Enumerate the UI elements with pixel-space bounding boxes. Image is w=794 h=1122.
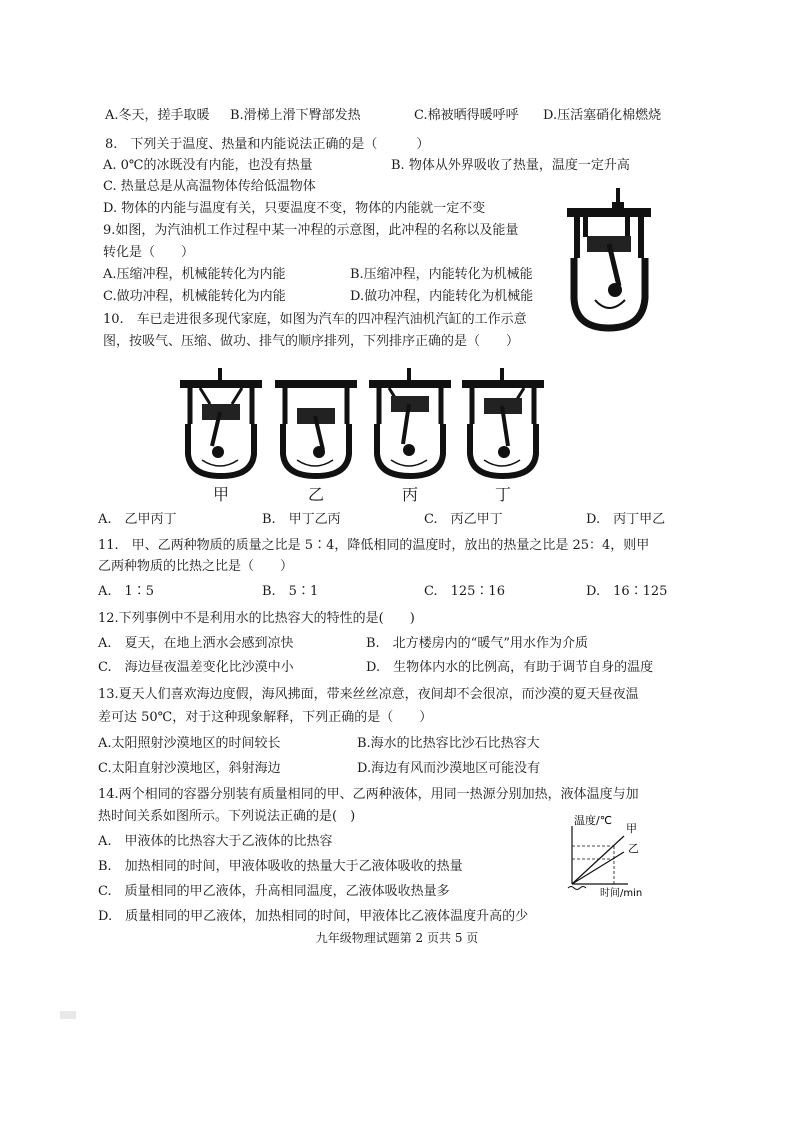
graph-x-label: 时间/min <box>600 888 643 898</box>
page-footer: 九年级物理试题第 2 页共 5 页 <box>315 931 479 945</box>
caption-jia: 甲 <box>212 485 229 504</box>
q12-option-c: C. 海边昼夜温差变化比沙漠中小 <box>98 660 294 675</box>
q14-option-b: B. 加热相同的时间，甲液体吸收的热量大于乙液体吸收的热量 <box>98 859 463 874</box>
q9-option-b: B.压缩冲程，内能转化为机械能 <box>350 267 533 282</box>
q9-option-d: D.做功冲程，内能转化为机械能 <box>350 289 534 304</box>
engine-diagram-bing <box>369 368 451 480</box>
engine-diagram-jia <box>180 368 262 480</box>
q10-option-c: C. 丙乙甲丁 <box>424 512 503 527</box>
q8-option-d: D. 物体的内能与温度有关，只要温度不变，物体的内能就一定不变 <box>103 201 486 216</box>
temperature-time-graph <box>560 812 660 898</box>
q11-stem-line2: 乙两种物质的比热之比是（ ） <box>98 559 294 574</box>
q13-option-a: A.太阳照射沙漠地区的时间较长 <box>98 736 281 751</box>
q11-option-d: D. 16∶125 <box>586 584 668 599</box>
q9-stem-line2: 转化是（ ） <box>103 245 195 260</box>
q14-option-a: A. 甲液体的比热容大于乙液体的比热容 <box>98 834 333 849</box>
q14-option-c: C. 质量相同的甲乙液体，升高相同温度，乙液体吸收热量多 <box>98 884 450 899</box>
q14-option-d: D. 质量相同的甲乙液体，加热相同的时间，甲液体比乙液体温度升高的少 <box>98 909 529 924</box>
q9-option-a: A.压缩冲程，机械能转化为内能 <box>103 267 286 282</box>
q14-stem-line2: 热时间关系如图所示。下列说法正确的是( ) <box>98 809 356 824</box>
q10-stem-line2: 图，按吸气、压缩、做功、排气的顺序排列，下列排序正确的是（ ） <box>103 334 520 349</box>
engine-diagram-ding <box>462 368 544 480</box>
q10-option-b: B. 甲丁乙丙 <box>262 512 341 527</box>
q14-stem-line1: 14.两个相同的容器分别装有质量相同的甲、乙两种液体，用同一热源分别加热，液体温度与加 <box>98 787 639 802</box>
q13-option-b: B.海水的比热容比沙石比热容大 <box>357 736 540 751</box>
q10-stem-line1: 10. 车已走进很多现代家庭，如图为汽车的四冲程汽油机汽缸的工作示意 <box>103 312 527 327</box>
q8-option-c: C. 热量总是从高温物体传给低温物体 <box>103 179 316 194</box>
q10-option-a: A. 乙甲丙丁 <box>98 512 177 527</box>
q13-stem-line1: 13.夏天人们喜欢海边度假，海风拂面，带来丝丝凉意，夜间却不会很凉，而沙漠的夏天昼夜温 <box>98 687 639 702</box>
graph-line-label-yi: 乙 <box>628 842 639 855</box>
q8-stem: 8. 下列关于温度、热量和内能说法正确的是（ ） <box>105 137 430 152</box>
q8-option-b: B. 物体从外界吸收了热量，温度一定升高 <box>391 158 630 173</box>
q9-engine-diagram <box>565 188 655 336</box>
q13-option-d: D.海边有风而沙漠地区可能没有 <box>357 761 541 776</box>
q7-option-d: D.压活塞硝化棉燃烧 <box>543 108 662 123</box>
q11-option-a: A. 1∶5 <box>98 584 155 599</box>
engine-diagram-yi <box>275 368 357 480</box>
q7-option-c: C.棉被晒得暖呼呼 <box>414 108 519 123</box>
scan-smudge <box>60 1011 76 1019</box>
q9-option-c: C.做功冲程，机械能转化为内能 <box>103 289 286 304</box>
q12-option-b: B. 北方楼房内的“暖气”用水作为介质 <box>366 636 588 651</box>
q8-option-a: A. 0℃的冰既没有内能，也没有热量 <box>103 158 313 173</box>
graph-line-label-jia: 甲 <box>626 822 637 835</box>
q12-option-d: D. 生物体内水的比例高，有助于调节自身的温度 <box>366 660 654 675</box>
q7-option-b: B.滑梯上滑下臀部发热 <box>230 108 361 123</box>
graph-y-label: 温度/℃ <box>574 814 613 827</box>
caption-yi: 乙 <box>307 485 324 504</box>
q13-option-c: C.太阳直射沙漠地区，斜射海边 <box>98 761 281 776</box>
q12-stem: 12.下列事例中不是利用水的比热容大的特性的是( ) <box>98 611 415 626</box>
q9-stem-line1: 9.如图，为汽油机工作过程中某一冲程的示意图，此冲程的名称以及能量 <box>103 223 519 238</box>
q11-option-c: C. 125∶16 <box>424 584 505 599</box>
q7-option-a: A.冬天，搓手取暖 <box>105 108 210 123</box>
caption-bing: 丙 <box>401 485 418 504</box>
q13-stem-line2: 差可达 50℃，对于这种现象解释，下列正确的是（ ） <box>98 710 433 725</box>
q11-stem-line1: 11. 甲、乙两种物质的质量之比是 5∶4，降低相同的温度时，放出的热量之比是 25：4，则甲 <box>98 538 650 553</box>
q10-option-d: D. 丙丁甲乙 <box>586 512 666 527</box>
caption-ding: 丁 <box>494 485 511 504</box>
q11-option-b: B. 5∶1 <box>262 584 319 599</box>
q12-option-a: A. 夏天，在地上洒水会感到凉快 <box>98 636 294 651</box>
